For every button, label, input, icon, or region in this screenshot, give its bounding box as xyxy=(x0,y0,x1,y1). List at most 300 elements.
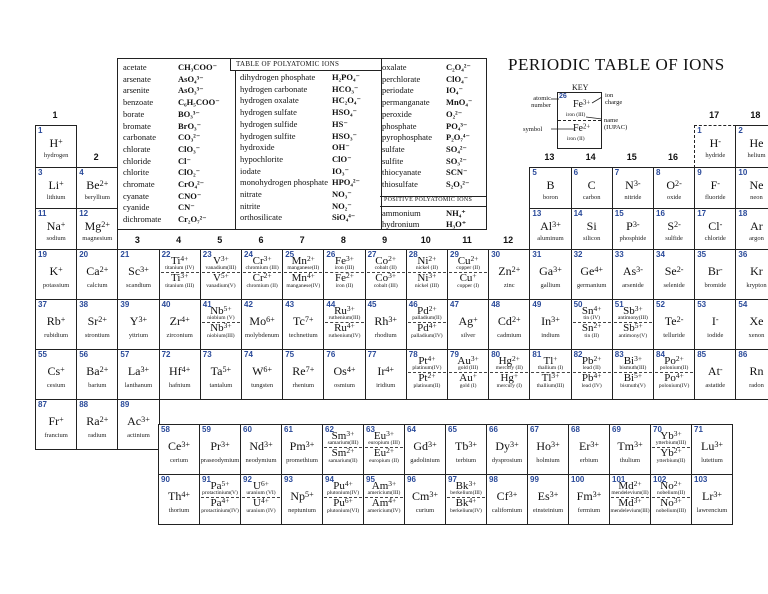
ion-symbol: He xyxy=(749,136,764,150)
ion-symbol: Ne xyxy=(749,178,764,192)
atomic-number: 21 xyxy=(120,250,130,259)
polyatomic-name: carbonate xyxy=(123,132,157,143)
ion-name: barium xyxy=(88,382,107,389)
element-cell xyxy=(735,167,768,209)
ion-symbol: H- xyxy=(709,136,721,150)
polyatomic-formula: CH₃COO⁻ xyxy=(178,62,218,72)
element-cell xyxy=(735,208,768,250)
ion-symbol-alt: $Pu^{6+}$ xyxy=(333,496,353,509)
ion-name: polonium(II) xyxy=(659,365,689,371)
ion-name: yttrium xyxy=(128,332,149,339)
atomic-number: 47 xyxy=(450,300,459,309)
element-cell xyxy=(488,249,530,300)
ion-symbol: $Pr^{3+}$ xyxy=(210,439,230,453)
ion-name: sodium xyxy=(46,235,66,242)
ion-symbol: $In^{3+}$ xyxy=(541,314,560,328)
atomic-number: 16 xyxy=(656,209,665,218)
ion-symbol: $Cu^{2+}$ xyxy=(457,254,479,267)
key-atomic-number-label: atomic number xyxy=(531,95,551,109)
element-cell xyxy=(76,208,118,250)
ion-name: lawrencium xyxy=(696,507,728,514)
ion-name-alt: copper (I) xyxy=(457,283,480,289)
ion-name-alt: antimony(V) xyxy=(618,333,648,339)
ion-name: silver xyxy=(460,332,476,339)
ion-symbol: $O^{2-}$ xyxy=(666,178,682,192)
ion-symbol: B xyxy=(546,178,555,192)
ion-name-alt: mercury (I) xyxy=(496,383,522,389)
ion-name: palladium(II) xyxy=(412,315,442,321)
ion-name-alt: nickel (III) xyxy=(414,283,439,289)
ion-name: ytterbium(III) xyxy=(655,440,687,446)
element-cell xyxy=(694,299,736,350)
element-cell xyxy=(199,474,241,525)
polyatomic-name: hydroxide xyxy=(240,142,275,153)
group-number: 1 xyxy=(52,110,58,120)
ion-name-alt: cobalt (III) xyxy=(373,283,398,289)
polyatomic-name: arsenite xyxy=(123,85,150,96)
atomic-number: 74 xyxy=(244,350,253,359)
polyatomic-formula: SO₃²⁻ xyxy=(446,155,467,166)
element-cell xyxy=(694,167,736,209)
ion-name: argon xyxy=(749,235,764,242)
ion-name: neodymium xyxy=(245,457,277,464)
ion-name: sulfide xyxy=(665,235,683,242)
element-cell xyxy=(282,249,324,300)
atomic-number: 78 xyxy=(408,350,418,359)
ion-symbol: $Dy^{3+}$ xyxy=(495,439,519,453)
element-cell xyxy=(653,299,695,350)
ion-name: krypton xyxy=(746,282,767,289)
ion-symbol-alt: $Fe^{2+}$ xyxy=(335,271,354,284)
atomic-number: 51 xyxy=(614,300,624,309)
key-example-name-alt: iron (II) xyxy=(567,136,585,142)
element-cell xyxy=(571,299,613,350)
ion-symbol: $Mo^{6+}$ xyxy=(249,314,275,328)
ion-symbol-alt: Au+ xyxy=(459,371,477,384)
ion-name: cadmium xyxy=(497,332,522,339)
ion-name: oxide xyxy=(666,194,682,201)
group-number: 13 xyxy=(544,152,555,162)
atomic-number: 68 xyxy=(571,425,580,434)
ion-name: mendelevium(II) xyxy=(611,490,649,496)
ion-symbol-alt: $Pd^{4+}$ xyxy=(417,321,437,334)
ion-symbol: $Lr^{3+}$ xyxy=(701,489,722,503)
element-cell xyxy=(35,399,77,450)
ion-name: americium(III) xyxy=(367,490,401,496)
ion-symbol: $No^{2+}$ xyxy=(660,479,682,492)
ion-symbol-alt: $Pa^{4+}$ xyxy=(210,496,230,509)
element-cell xyxy=(240,424,282,475)
group-number: 11 xyxy=(462,235,472,245)
atomic-number: 25 xyxy=(285,250,295,259)
ion-symbol: $La^{3+}$ xyxy=(127,364,150,378)
ion-symbol: $P^{3-}$ xyxy=(626,219,640,233)
key-ion-charge-label: ion charge xyxy=(605,92,623,106)
polyatomic-name: chloride xyxy=(123,155,151,166)
group-number: 10 xyxy=(420,235,431,245)
element-cell xyxy=(117,299,159,350)
atomic-number: 13 xyxy=(532,209,542,218)
element-cell xyxy=(486,424,528,475)
polyatomic-name: cyanide xyxy=(123,202,150,213)
polyatomic-name: hydronium xyxy=(382,219,420,229)
ion-name: thorium xyxy=(168,507,190,514)
atomic-number: 38 xyxy=(79,300,89,309)
ion-symbol: $Pt^{4+}$ xyxy=(418,354,436,367)
element-cell xyxy=(653,349,695,400)
atomic-number: 37 xyxy=(38,300,47,309)
atomic-number: 59 xyxy=(202,425,211,434)
ion-name-alt: titanium (III) xyxy=(165,283,195,289)
polyatomic-formula: CrO₄²⁻ xyxy=(178,179,205,189)
ion-name: plutonium(IV) xyxy=(326,490,360,496)
ion-name: gadolinium xyxy=(410,457,440,464)
ion-symbol: $Np^{5+}$ xyxy=(290,489,314,503)
ion-symbol-alt: $Bi^{5+}$ xyxy=(623,371,643,384)
ion-name-alt: tin (II) xyxy=(584,333,599,339)
polyatomic-name: peroxide xyxy=(382,108,412,119)
ion-symbol: $V^{3+}$ xyxy=(212,254,229,267)
atomic-number: 72 xyxy=(161,350,171,359)
element-cell xyxy=(35,167,77,209)
ion-name: carbon xyxy=(582,194,601,201)
ion-symbol: $Rh^{3+}$ xyxy=(374,314,398,328)
atomic-number: 35 xyxy=(697,250,707,259)
ion-name: berkelium(III) xyxy=(450,490,482,496)
key-heading: KEY xyxy=(572,83,589,92)
element-cell xyxy=(447,349,489,400)
polyatomic-formula: HC₂O₄⁻ xyxy=(332,95,361,106)
ion-symbol-alt: $Ru^{4+}$ xyxy=(334,321,355,334)
element-cell xyxy=(76,299,118,350)
ion-symbol: Ag+ xyxy=(458,314,478,328)
polyatomic-name: hydrogen oxalate xyxy=(240,95,299,106)
ion-symbol: $Ge^{4+}$ xyxy=(580,264,604,278)
ion-name: radium xyxy=(88,432,107,439)
ion-name-alt: polonium(IV) xyxy=(658,383,690,389)
group-number: 3 xyxy=(134,235,140,245)
ion-symbol: $Sn^{4+}$ xyxy=(581,304,602,317)
element-cell xyxy=(35,249,77,300)
ion-name: lutetium xyxy=(701,457,723,464)
atomic-number: 89 xyxy=(120,400,130,409)
atomic-number: 61 xyxy=(284,425,293,434)
ion-name: thallium (I) xyxy=(537,365,564,371)
element-cell xyxy=(158,474,200,525)
element-cell xyxy=(241,249,283,300)
ion-symbol: $Ir^{4+}$ xyxy=(377,364,395,378)
polyatomic-name: sulfate xyxy=(382,143,405,154)
element-cell xyxy=(612,249,654,300)
ion-symbol: Na+ xyxy=(46,219,66,233)
atomic-number: 91 xyxy=(202,475,211,484)
atomic-number: 18 xyxy=(738,209,748,218)
ion-name: cobalt (II) xyxy=(374,265,397,271)
element-cell xyxy=(445,424,487,475)
polyatomic-name: nitrate xyxy=(240,189,262,199)
ion-symbol-alt: $Sb^{5+}$ xyxy=(623,321,643,334)
ion-symbol: $Mn^{2+}$ xyxy=(291,254,315,267)
ion-symbol: $Fe^{3+}$ xyxy=(335,254,354,267)
ion-symbol: $Ni^{2+}$ xyxy=(417,254,437,267)
polyatomic-formula: H₂PO₄⁻ xyxy=(332,72,360,82)
ion-name: silicon xyxy=(583,235,601,242)
atomic-number: 10 xyxy=(738,168,748,177)
ion-symbol: At- xyxy=(707,364,723,378)
polyatomic-name: hydrogen sulfate xyxy=(240,107,297,118)
element-cell xyxy=(691,474,733,525)
element-cell xyxy=(117,249,159,300)
key-name-label: name (IUPAC) xyxy=(604,117,628,131)
element-cell xyxy=(322,424,364,475)
ion-name: thulium xyxy=(619,457,641,464)
ion-name: aluminum xyxy=(537,235,564,242)
polyatomic-name: hydrogen carbonate xyxy=(240,83,308,94)
ion-name: neptunium xyxy=(288,507,316,514)
ion-symbol: $U^{6+}$ xyxy=(253,479,269,492)
ion-symbol: $Es^{3+}$ xyxy=(537,489,559,503)
element-cell xyxy=(363,474,405,525)
element-cell xyxy=(76,249,118,300)
element-cell xyxy=(365,349,407,400)
atomic-number: 84 xyxy=(656,350,665,359)
key-symbol-label: symbol xyxy=(523,126,543,133)
atomic-number: 22 xyxy=(161,250,171,259)
ion-name: telluride xyxy=(663,332,685,339)
element-cell xyxy=(322,474,364,525)
ion-name: titanium (IV) xyxy=(165,265,195,271)
ion-symbol: $Pu^{4+}$ xyxy=(333,479,353,492)
element-cell xyxy=(653,167,695,209)
ion-symbol-alt: $Po^{4+}$ xyxy=(664,371,684,384)
element-cell xyxy=(527,424,569,475)
ion-name: manganese(II) xyxy=(287,265,320,271)
atomic-number: 36 xyxy=(738,250,748,259)
polyatomic-name: oxalate xyxy=(382,62,407,72)
ion-symbol-alt: $Md^{3+}$ xyxy=(618,496,642,509)
atomic-number: 48 xyxy=(491,300,501,309)
atomic-number: 92 xyxy=(243,475,252,484)
ion-name: gallium xyxy=(540,282,561,289)
polyatomic-formula: Cr₂O₇²⁻ xyxy=(178,214,207,225)
polyatomic-name: iodate xyxy=(240,165,261,176)
polyatomic-formula: S₂O₃²⁻ xyxy=(446,179,470,189)
ion-symbol: $Pd^{2+}$ xyxy=(417,304,437,317)
element-cell xyxy=(612,208,654,250)
ion-name: rhodium xyxy=(374,332,397,339)
ion-name-alt: bismuth(V) xyxy=(620,383,646,389)
ion-name: mercury (II) xyxy=(495,365,523,371)
element-cell xyxy=(612,299,654,350)
polyatomic-formula: AsO₄³⁻ xyxy=(178,73,204,84)
polyatomic-name: dihydrogen phosphate xyxy=(240,72,316,82)
ion-name-alt: vanadium(V) xyxy=(206,283,236,289)
ion-name: chromium (III) xyxy=(245,265,279,271)
ion-symbol: $N^{3-}$ xyxy=(625,178,641,192)
element-cell xyxy=(117,349,159,400)
ion-name: fermium xyxy=(577,507,601,514)
polyatomic-name: chlorite xyxy=(123,167,149,178)
polyatomic-name: hydrogen sulfite xyxy=(240,130,296,141)
key-example-name: iron (III) xyxy=(566,112,586,118)
ion-symbol: $Tc^{7+}$ xyxy=(293,314,314,328)
element-cell xyxy=(76,349,118,400)
ion-name-alt: europium (II) xyxy=(369,458,399,464)
ion-name-alt: niobium(III) xyxy=(207,333,235,339)
element-cell xyxy=(35,125,77,168)
ion-symbol: $Cf^{3+}$ xyxy=(496,489,518,503)
atomic-number: 39 xyxy=(120,300,130,309)
atomic-number: 4 xyxy=(79,168,84,177)
element-cell xyxy=(650,424,692,475)
element-cell xyxy=(281,424,323,475)
ion-symbol-alt: $Co^{3+}$ xyxy=(375,271,397,284)
polyatomic-ions-table xyxy=(117,58,487,230)
ion-symbol-alt: $Tl^{3+}$ xyxy=(541,371,560,384)
atomic-number: 71 xyxy=(694,425,703,434)
ion-symbol: $Md^{2+}$ xyxy=(618,479,642,492)
ion-name: tungsten xyxy=(251,382,274,389)
ion-name: zinc xyxy=(503,282,515,289)
ion-name: protactinium(V) xyxy=(202,490,238,496)
polyatomic-name: periodate xyxy=(382,85,414,96)
ion-name-alt: ytterbium(II) xyxy=(656,458,686,464)
element-cell xyxy=(159,349,201,400)
ion-name: einsteinium xyxy=(532,507,564,514)
ion-symbol-alt: Hg+ xyxy=(500,371,519,384)
polyatomic-formula: CN⁻ xyxy=(178,202,195,213)
atomic-number: 57 xyxy=(120,350,130,359)
ion-symbol: $As^{3-}$ xyxy=(622,264,643,278)
element-cell xyxy=(281,474,323,525)
atomic-number: 1 xyxy=(38,126,43,135)
polyatomic-name: perchlorate xyxy=(382,73,421,84)
element-cell xyxy=(486,474,528,525)
ion-name-alt: berkelium(IV) xyxy=(450,508,482,514)
ion-name: antimony(III) xyxy=(617,315,648,321)
ion-name: rubidium xyxy=(44,332,69,339)
ion-name-alt: ruthenium(IV) xyxy=(328,333,361,339)
element-cell xyxy=(445,474,487,525)
ion-symbol: $Tm^{3+}$ xyxy=(617,439,643,453)
polyatomic-name: hypochlorite xyxy=(240,153,283,164)
atomic-number: 87 xyxy=(38,400,47,409)
polyatomic-formula: CO₃²⁻ xyxy=(178,132,201,143)
polyatomic-formula: IO₄⁻ xyxy=(446,85,463,96)
polyatomic-middle-frame xyxy=(235,70,382,229)
ion-symbol: $Y^{3+}$ xyxy=(129,314,148,328)
atomic-number: 17 xyxy=(697,209,707,218)
polyatomic-formula: ClO₃⁻ xyxy=(178,143,201,154)
ion-name: xenon xyxy=(748,332,765,339)
element-cell xyxy=(35,208,77,250)
ion-name: technetium xyxy=(288,332,318,339)
ion-symbol: K+ xyxy=(49,264,63,278)
polyatomic-formula: SO₄²⁻ xyxy=(446,143,467,154)
ion-symbol: $Ti^{4+}$ xyxy=(171,254,189,267)
ion-name-alt: chromium (II) xyxy=(246,283,278,289)
atomic-number: 30 xyxy=(491,250,501,259)
group-number: 7 xyxy=(299,235,305,245)
atomic-number: 9 xyxy=(697,168,702,177)
atomic-number: 80 xyxy=(491,350,501,359)
polyatomic-formula: ClO₄⁻ xyxy=(446,73,469,84)
polyatomic-formula: PO₄³⁻ xyxy=(446,120,468,131)
ion-name: boron xyxy=(542,194,559,201)
group-number: 15 xyxy=(626,152,637,162)
ion-name-alt: samarium(II) xyxy=(328,458,358,464)
element-cell xyxy=(240,474,282,525)
ion-symbol-alt: $Bk^{4+}$ xyxy=(455,496,477,509)
polyatomic-formula: HSO₃⁻ xyxy=(332,130,357,141)
ion-name-alt: palladium(IV) xyxy=(411,333,443,339)
element-cell xyxy=(200,249,242,300)
ion-symbol: $Gd^{3+}$ xyxy=(413,439,437,453)
element-cell xyxy=(609,424,651,475)
polyatomic-name: chlorate xyxy=(123,143,151,154)
ion-symbol: $Mg^{2+}$ xyxy=(84,219,110,233)
element-cell xyxy=(282,299,324,350)
atomic-number: 2 xyxy=(738,126,743,135)
element-cell xyxy=(735,249,768,300)
element-cell xyxy=(363,424,405,475)
ion-name-alt: gold (I) xyxy=(459,383,477,389)
element-cell xyxy=(406,249,448,300)
atomic-number: 33 xyxy=(614,250,624,259)
element-cell xyxy=(694,125,736,168)
key-example-ion-alt: $Fe^{2+}$ xyxy=(573,123,591,134)
element-cell xyxy=(406,299,448,350)
ion-symbol: Si xyxy=(586,219,597,233)
element-cell xyxy=(76,167,118,209)
atomic-number: 100 xyxy=(571,475,585,484)
element-cell xyxy=(612,167,654,209)
ion-symbol: Cs+ xyxy=(47,364,65,378)
element-cell xyxy=(653,208,695,250)
ion-symbol: $Pm^{3+}$ xyxy=(289,439,315,453)
polyatomic-formula: HS⁻ xyxy=(332,118,348,129)
polyatomic-formula: ClO⁻ xyxy=(332,153,352,164)
polyatomic-formula: CNO⁻ xyxy=(178,190,202,201)
element-cell xyxy=(568,474,610,525)
polyatomic-name: hydrogen sulfide xyxy=(240,118,298,129)
ion-name: arsenide xyxy=(622,282,644,289)
element-cell xyxy=(323,249,365,300)
ion-symbol: $Cr^{3+}$ xyxy=(252,254,272,267)
ion-symbol-alt: $Sm^{2+}$ xyxy=(331,446,355,459)
element-cell xyxy=(612,349,654,400)
group-number: 6 xyxy=(258,235,264,245)
ion-name: chloride xyxy=(704,235,726,242)
atomic-number: 41 xyxy=(202,300,212,309)
polyatomic-name: ammonium xyxy=(382,208,421,218)
group-number: 14 xyxy=(585,152,596,162)
polyatomic-formula: AsO₃³⁻ xyxy=(178,85,204,96)
group-number: 18 xyxy=(750,110,761,120)
polyatomic-name: thiocyanate xyxy=(382,167,422,178)
element-cell xyxy=(365,299,407,350)
ion-name: hydride xyxy=(705,152,726,159)
ion-name: vanadium(III) xyxy=(205,265,237,271)
polyatomic-formula: BrO₃⁻ xyxy=(178,120,202,131)
polyatomic-formula: HCO₃⁻ xyxy=(332,83,359,94)
atomic-number: 34 xyxy=(656,250,665,259)
polyatomic-name: thiosulfate xyxy=(382,179,418,189)
atomic-number: 94 xyxy=(325,475,334,484)
atomic-number: 14 xyxy=(573,209,583,218)
element-cell xyxy=(568,424,610,475)
polyatomic-name: nitrite xyxy=(240,200,261,211)
